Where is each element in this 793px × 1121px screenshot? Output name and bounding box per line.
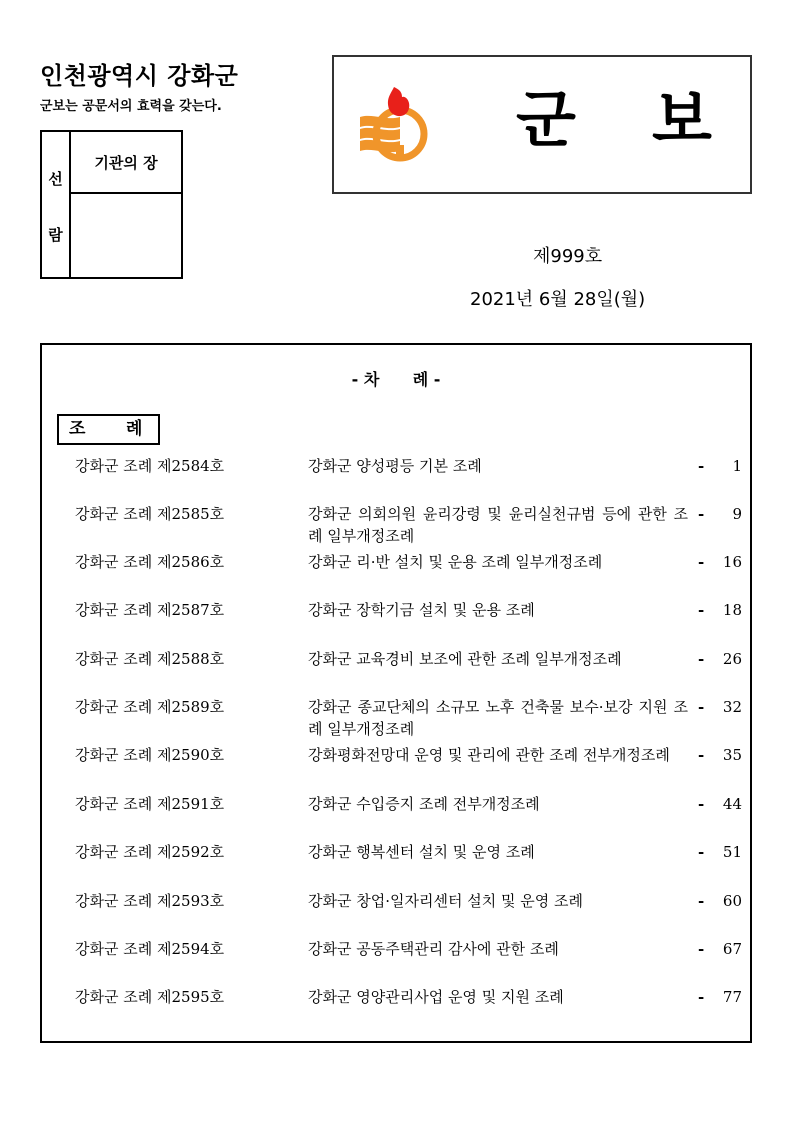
ordinance-title: 강화군 공동주택관리 감사에 관한 조례 — [308, 940, 559, 958]
review-label-top: 선 — [48, 170, 63, 188]
page-number: 32 — [722, 698, 742, 716]
page-number: 16 — [722, 553, 742, 571]
page-dash: - — [698, 505, 705, 523]
page-number: 1 — [732, 457, 742, 475]
review-head-label: 기관의 장 — [71, 132, 181, 194]
ordinance-number: 강화군 조례 제2591호 — [75, 795, 225, 813]
page-number: 60 — [722, 892, 742, 910]
ordinance-title: 강화군 종교단체의 소규모 노후 건축물 보수·보강 지원 조례 일부개정조례 — [308, 698, 688, 738]
page-dash: - — [698, 746, 705, 764]
page-dash: - — [698, 457, 705, 475]
ordinance-number: 강화군 조례 제2585호 — [75, 505, 225, 523]
page-dash: - — [698, 988, 705, 1006]
masthead-title-char-2: 보 — [652, 83, 712, 156]
section-tag-ordinances — [57, 414, 160, 445]
section-label-a: 조 — [69, 419, 86, 439]
masthead — [332, 55, 752, 194]
page-number: 51 — [722, 843, 742, 861]
page-number: 67 — [722, 940, 742, 958]
page-number: 35 — [722, 746, 742, 764]
page-dash: - — [698, 601, 705, 619]
ordinance-title: 강화군 양성평등 기본 조례 — [308, 457, 482, 475]
page-dash: - — [698, 892, 705, 910]
ordinance-number: 강화군 조례 제2594호 — [75, 940, 225, 958]
publisher-title: 인천광역시 강화군 — [40, 62, 239, 90]
section-label-b: 례 — [126, 419, 143, 439]
review-box — [40, 130, 183, 279]
page-number: 77 — [722, 988, 742, 1006]
ordinance-title: 강화군 수입증지 조례 전부개정조례 — [308, 795, 540, 813]
ordinance-number: 강화군 조례 제2592호 — [75, 843, 225, 861]
ordinance-title: 강화군 리·반 설치 및 운용 조례 일부개정조례 — [308, 553, 603, 571]
page-dash: - — [698, 795, 705, 813]
legal-notice: 군보는 공문서의 효력을 갖는다. — [40, 99, 222, 114]
ordinance-title: 강화군 교육경비 보조에 관한 조례 일부개정조례 — [308, 650, 622, 668]
ordinance-number: 강화군 조례 제2584호 — [75, 457, 225, 475]
review-side-column — [42, 132, 71, 277]
page-number: 44 — [722, 795, 742, 813]
ordinance-number: 강화군 조례 제2593호 — [75, 892, 225, 910]
page-number: 18 — [722, 601, 742, 619]
ordinance-title: 강화군 장학기금 설치 및 운용 조례 — [308, 601, 535, 619]
table-of-contents — [40, 343, 752, 1043]
ordinance-title: 강화군 행복센터 설치 및 운영 조례 — [308, 843, 535, 861]
ordinance-title: 강화군 의회의원 윤리강령 및 윤리실천규범 등에 관한 조례 일부개정조례 — [308, 505, 688, 545]
ordinance-number: 강화군 조례 제2588호 — [75, 650, 225, 668]
page-number: 9 — [732, 505, 742, 523]
page-dash: - — [698, 940, 705, 958]
page-dash: - — [698, 843, 705, 861]
ordinance-number: 강화군 조례 제2586호 — [75, 553, 225, 571]
ordinance-number: 강화군 조례 제2590호 — [75, 746, 225, 764]
page-dash: - — [698, 698, 705, 716]
review-label-bottom: 람 — [48, 226, 63, 244]
toc-title: - 차 례 - — [351, 370, 441, 389]
county-emblem-icon — [356, 79, 436, 169]
ordinance-number: 강화군 조례 제2595호 — [75, 988, 225, 1006]
masthead-title-char-1: 군 — [516, 83, 576, 156]
ordinance-number: 강화군 조례 제2587호 — [75, 601, 225, 619]
page-number: 26 — [722, 650, 742, 668]
ordinance-title: 강화평화전망대 운영 및 관리에 관한 조례 전부개정조례 — [308, 746, 670, 764]
page-dash: - — [698, 650, 705, 668]
issue-date: 2021년 6월 28일(월) — [470, 289, 646, 310]
ordinance-number: 강화군 조례 제2589호 — [75, 698, 225, 716]
ordinance-title: 강화군 영양관리사업 운영 및 지원 조례 — [308, 988, 564, 1006]
issue-number: 제999호 — [533, 246, 603, 267]
page-dash: - — [698, 553, 705, 571]
ordinance-title: 강화군 창업·일자리센터 설치 및 운영 조례 — [308, 892, 583, 910]
